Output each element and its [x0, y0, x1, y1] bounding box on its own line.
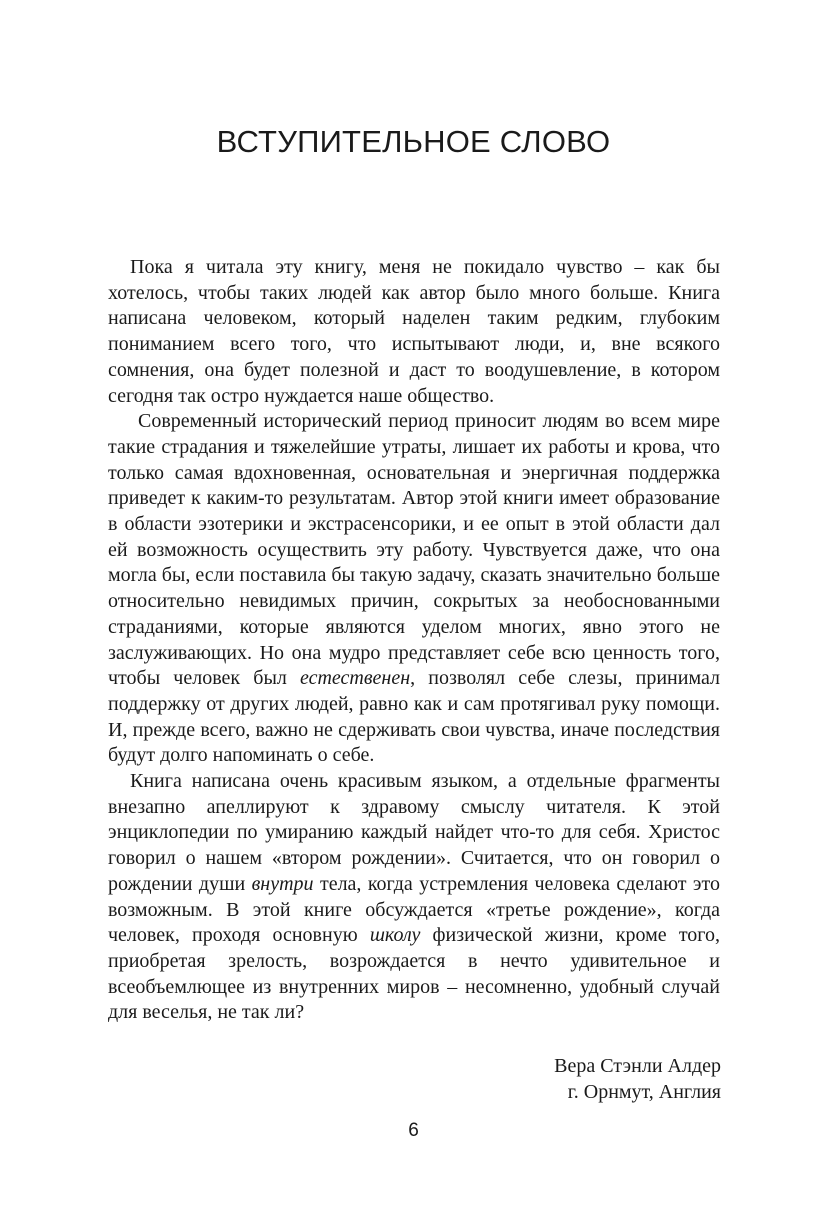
italic-text-run: школу — [369, 924, 421, 947]
text-run: Книга написана очень красивым языком, а отдельные фрагменты внезапно апеллируют к здравому смыслу читателя. К этой энциклопедии по умиранию каждый найдет что-то для себя. Христос говорил о нашем «втором рождении». Считается, что он говорил о рождении души — [108, 770, 720, 895]
paragraph-3 — [108, 769, 720, 1026]
page-number: 6 — [408, 1120, 419, 1141]
text-run: тела, когда устремления человека сделают это возможным. В этой книге обсуждается «третье рождение», когда человек, проходя основную — [108, 872, 720, 947]
text-run: Пока я читала эту книгу, меня не покидало чувство – как бы хотелось, чтобы таких людей как автор было много больше. Книга написана человеком, который наделен таким редким, глубоким пониманием всего того, что испытывают люди, и, вне всякого сомнения, она будет полезной и даст то воодушевление, в котором сегодня так остро нуждается наше общество. — [108, 256, 720, 407]
signature-place: г. Орнмут, Англия — [567, 1081, 721, 1103]
text-run: физической жизни, кроме того, приобретая зрелость, возрождается в нечто удивительное и всеобъемлющее из внутренних миров – несомненно, удобный случай для веселья, не так ли? — [108, 924, 720, 1024]
signature-author: Вера Стэнли Алдер — [554, 1055, 721, 1077]
signature-block — [554, 1053, 721, 1105]
page-title: ВСТУПИТЕЛЬНОЕ СЛОВО — [216, 124, 611, 159]
body-text — [108, 255, 720, 1026]
text-run: Современный исторический период приносит людям во всем мире такие страдания и тяжелейшие утраты, лишает их работы и крова, что только самая вдохновенная, основательная и энергичная поддержка приведет к каким-то результатам. Автор этой книги имеет образование в области эзотерики и экстрасенсорики, и ее опыт в этой области дал ей возможность осуществить эту работу. Чувствуется даже, что она могла бы, если поставила бы такую задачу, сказать значительно больше относительно невидимых причин, сокрытых за необоснованными страданиями, которые являются уделом многих, явно этого не заслуживающих. Но она мудро представляет себе всю ценность того, чтобы человек был — [108, 410, 720, 690]
italic-text-run: внутри — [251, 872, 314, 895]
text-run: , позволял себе слезы, принимал поддержку от других людей, равно как и сам протягивал руку помощи. И, прежде всего, важно не сдерживать свои чувства, иначе последствия будут долго напоминать о себе. — [108, 667, 720, 767]
paragraph-2 — [108, 409, 720, 769]
paragraph-1 — [108, 255, 720, 409]
italic-text-run: естественен — [300, 667, 411, 690]
